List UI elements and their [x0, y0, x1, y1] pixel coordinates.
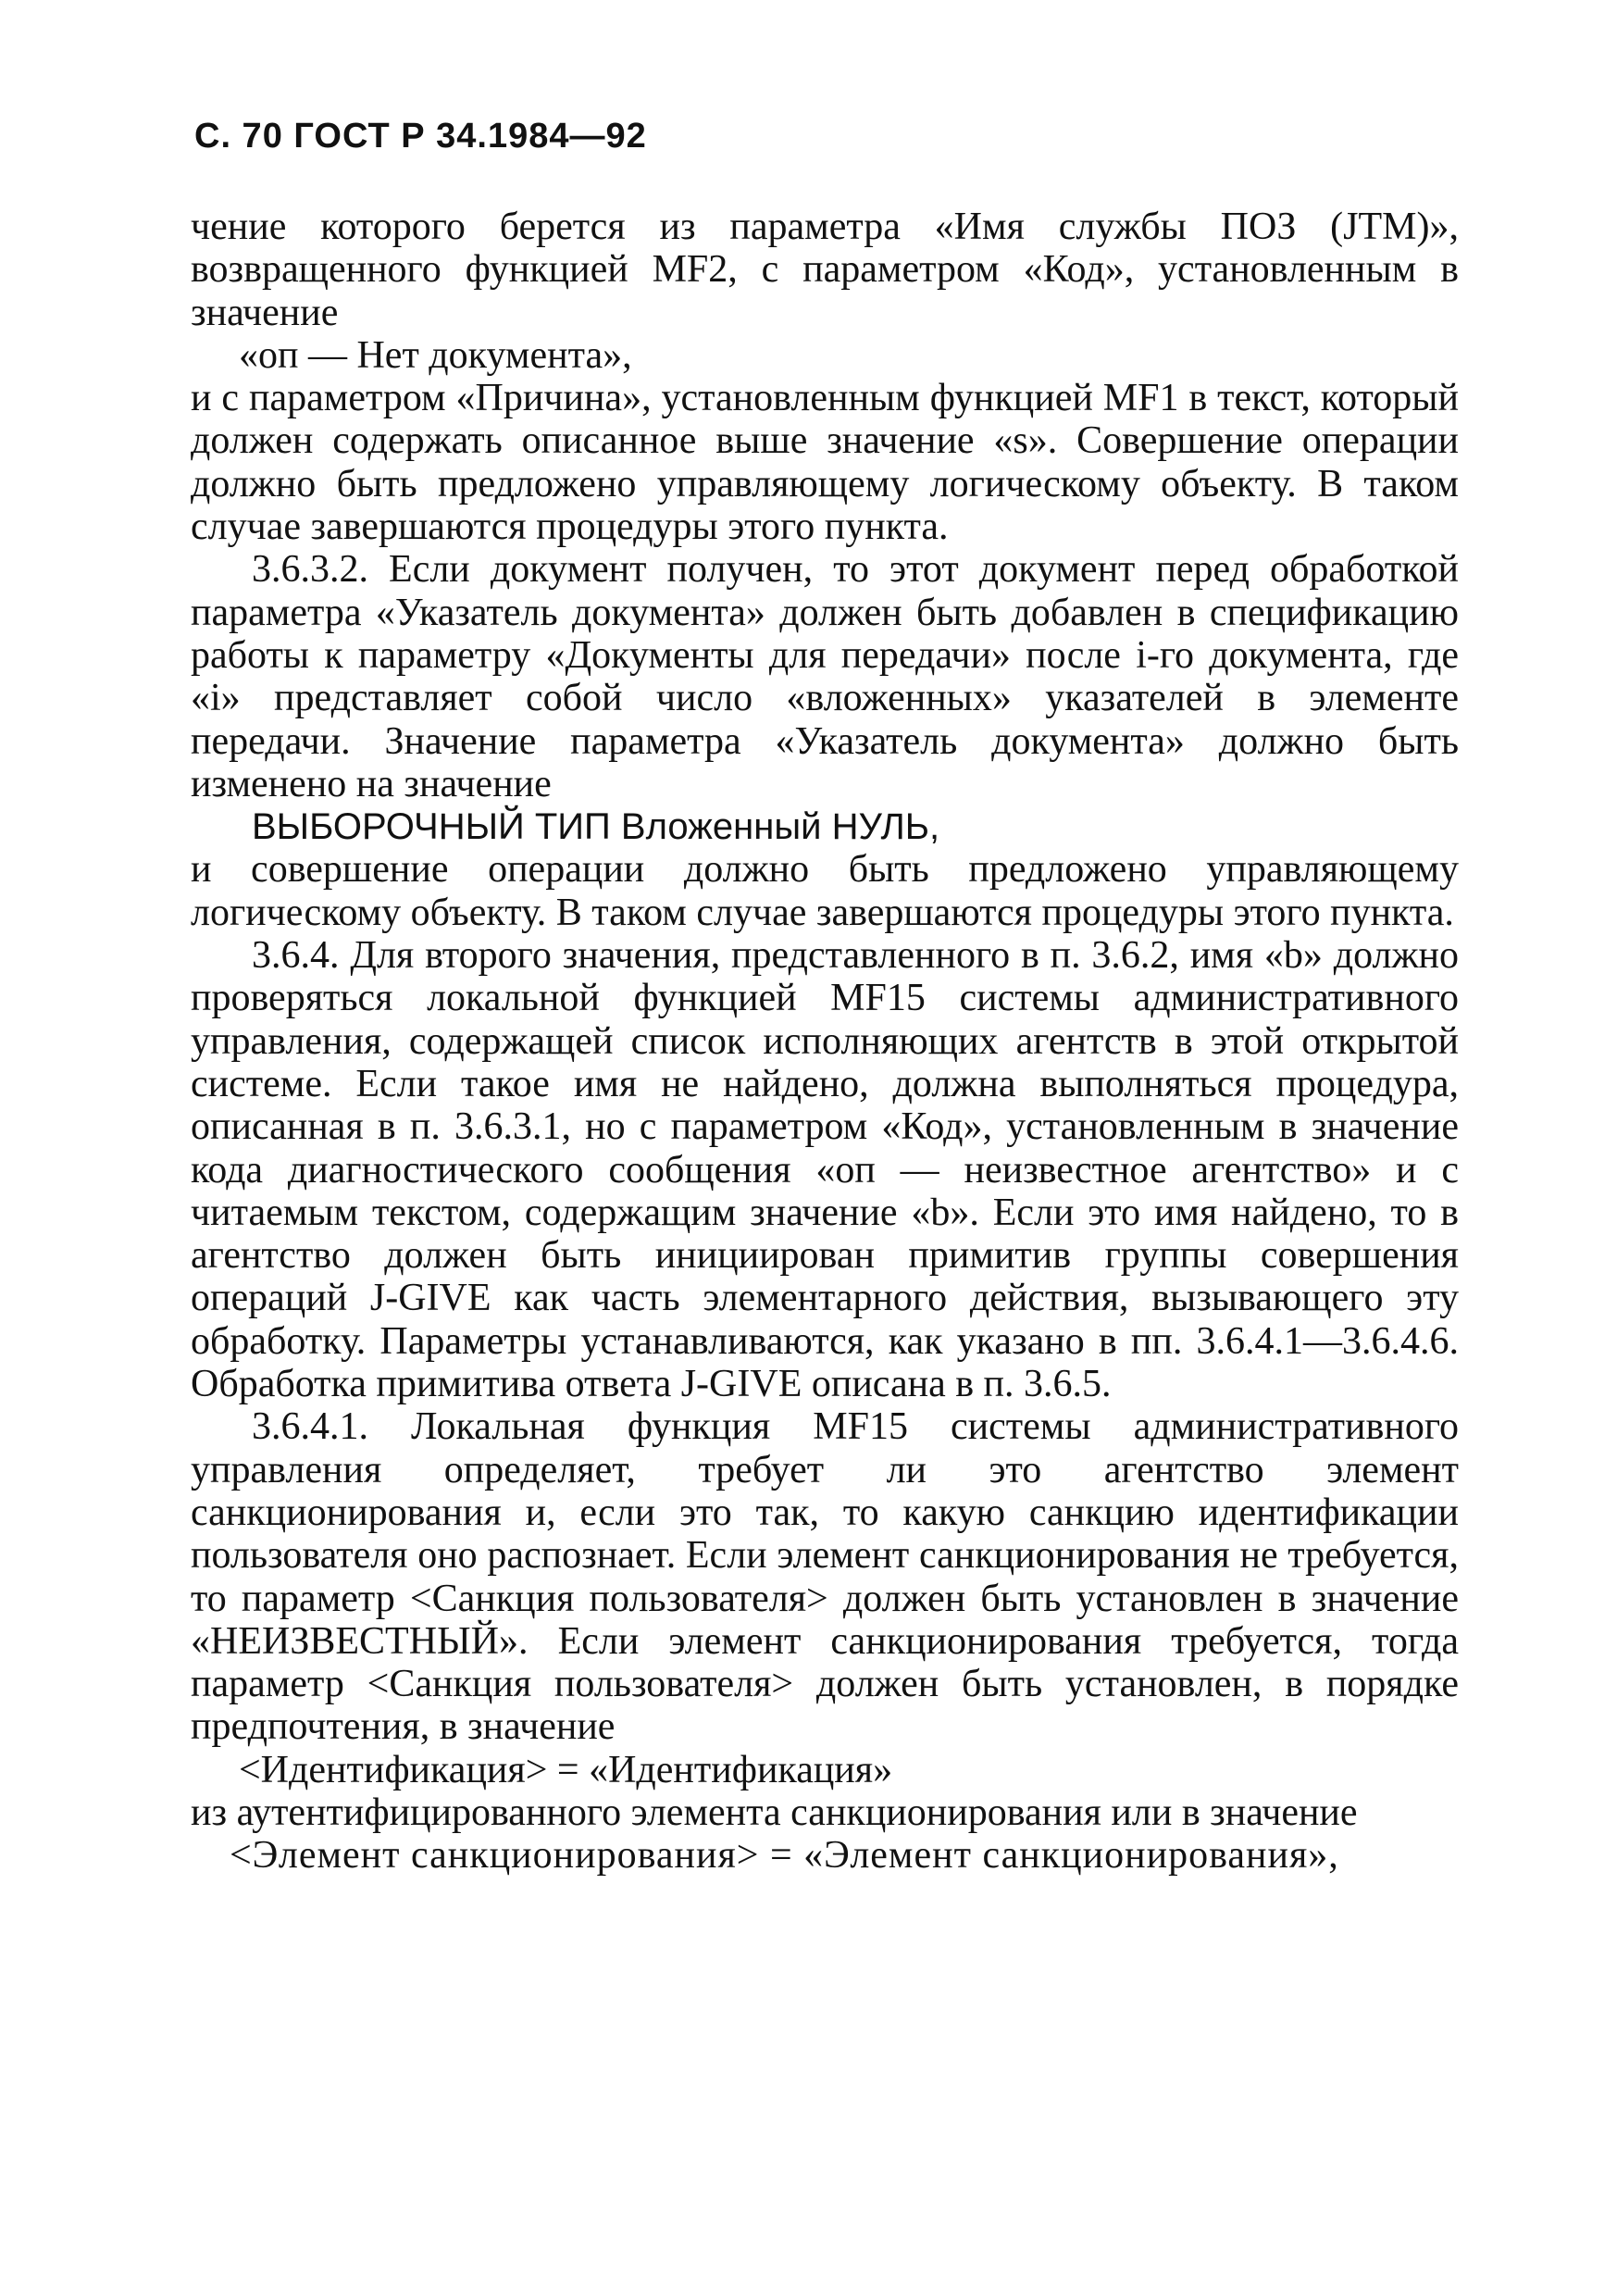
formula-no-document: «оп — Нет документа», [239, 333, 632, 377]
paragraph-authenticated: из аутентифицированного элемента санкционирования или в значение [191, 1791, 1358, 1834]
formula-identification: <Идентификация> = «Идентификация» [239, 1748, 893, 1791]
paragraph-continuation: чение которого берется из параметра «Имя службы ПОЗ (JTM)», возвращенного функцией MF2, с параметром «Код», установленным в значение [191, 206, 1459, 334]
paragraph-reason: и с параметром «Причина», установленным функцией MF1 в текст, который должен содержать описанное выше значение «s». Совершение операции должно быть предложено управляющему логическому объекту. В таком случае завершаются процедуры этого пункта. [191, 377, 1459, 549]
paragraph-3-6-3-2: 3.6.3.2. Если документ получен, то этот документ перед обработкой параметра «Указатель документа» должен быть добавлен в спецификацию работы к параметру «Документы для передачи» после i-го документа, где «i» представляет собой число «вложенных» указателей в элементе передачи. Значение параметра «Указатель документа» должно быть изменено на значение [191, 548, 1459, 805]
paragraph-completion: и совершение операции должно быть предложено управляющему логическому объекту. В таком случае завершаются процедуры этого пункта. [191, 848, 1459, 934]
page-header: С. 70 ГОСТ Р 34.1984—92 [194, 117, 647, 156]
formula-authorization-element: <Элемент санкционирования> = «Элемент санкционирования», [230, 1834, 1339, 1878]
document-body [191, 206, 1459, 1878]
paragraph-3-6-4: 3.6.4. Для второго значения, представленного в п. 3.6.2, имя «b» должно проверяться локальной функцией MF15 системы административного управления, содержащей список исполняющих агентств в этой открытой системе. Если такое имя не найдено, должна выполняться процедура, описанная в п. 3.6.3.1, но с параметром «Код», установленным в значение кода диагностического сообщения «оп — неизвестное агентство» и с читаемым текстом, содержащим значение «b». Если это имя найдено, то в агентство должен быть инициирован примитив группы совершения операций J-GIVE как часть элементарного действия, вызывающего эту обработку. Параметры устанавливаются, как указано в пп. 3.6.4.1—3.6.4.6. Обработка примитива ответа J-GIVE описана в п. 3.6.5. [191, 934, 1459, 1406]
paragraph-3-6-4-1: 3.6.4.1. Локальная функция MF15 системы административного управления определяет, требует ли это агентство элемент санкционирования и, если это так, то какую санкцию идентификации пользователя оно распознает. Если элемент санкционирования не требуется, то параметр <Санкция пользователя> должен быть установлен в значение «НЕИЗВЕСТНЫЙ». Если элемент санкционирования требуется, тогда параметр <Санкция пользователя> должен быть установлен, в порядке предпочтения, в значение [191, 1405, 1459, 1749]
formula-choice-type: ВЫБОРОЧНЫЙ ТИП Вложенный НУЛЬ, [252, 806, 940, 848]
